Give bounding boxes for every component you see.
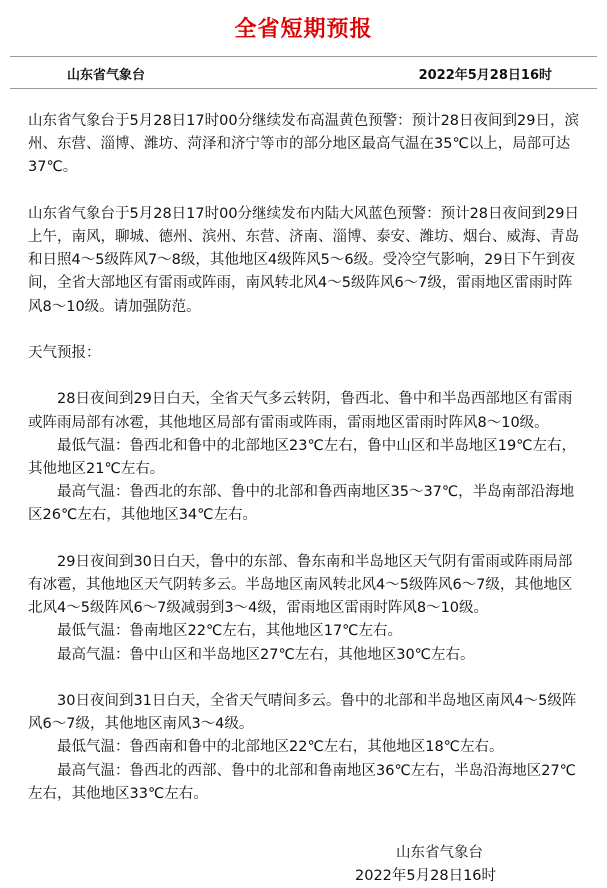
period-1-low-temp: 最低气温：鲁西北和鲁中的北部地区23℃左右，鲁中山区和半岛地区19℃左右，其他地区21℃左右。: [28, 437, 576, 477]
forecast-body: [28, 110, 584, 806]
forecast-heading: 天气预报：: [28, 345, 101, 361]
period-1-weather: 28日夜间到29日白天，全省天气多云转阴，鲁西北、鲁中和半岛西部地区有雷雨或阵雨局部有冰雹，其他地区局部有雷雨或阵雨，雷雨地区雷雨时阵风8～10级。: [28, 391, 573, 431]
issuer-label: 山东省气象台: [67, 68, 146, 83]
page-title: 全省短期预报: [234, 17, 373, 42]
period-3-low-temp: 最低气温：鲁西南和鲁中的北部地区22℃左右，其他地区18℃左右。: [57, 739, 504, 756]
period-1-high-temp: 最高气温：鲁西北的东部、鲁中的北部和鲁西南地区35～37℃，半岛南部沿海地区26℃左右，其他地区34℃左右。: [28, 484, 575, 524]
period-2-low-temp: 最低气温：鲁南地区22℃左右，其他地区17℃左右。: [57, 623, 402, 640]
signature-date: 2022年5月28日16时: [355, 868, 497, 884]
period-2-weather: 29日夜间到30日白天，鲁中的东部、鲁东南和半岛地区天气阴有雷雨或阵雨局部有冰雹，其他地区天气阴转多云。半岛地区南风转北风4～5级阵风6～7级，其他地区北风4～5级阵风6～7级减弱到3～4级，雷雨地区雷雨时阵风8～10级。: [28, 553, 573, 617]
period-3-high-temp: 最高气温：鲁西北的西部、鲁中的北部和鲁南地区36℃左右，半岛沿海地区27℃左右，其他地区33℃左右。: [28, 762, 576, 802]
issue-time: 2022年5月28日16时: [418, 68, 552, 83]
header-top-divider: [10, 56, 597, 57]
period-2-high-temp: 最高气温：鲁中山区和半岛地区27℃左右，其他地区30℃左右。: [57, 646, 475, 663]
signature-issuer: 山东省气象台: [396, 845, 483, 861]
header-bottom-divider: [10, 88, 597, 89]
wind-warning: 山东省气象台于5月28日17时00分继续发布内陆大风蓝色预警：预计28日夜间到29日上午，南风，聊城、德州、滨州、东营、济南、淄博、泰安、潍坊、烟台、威海、青岛和日照4～5级阵风7～8级，其他地区4级阵风5～6级。受冷空气影响，29日下午到夜间，全省大部地区有雷雨或阵雨，南风转北风4～5级阵风6～7级，雷雨地区雷雨时阵风8～10级。请加强防范。: [28, 205, 579, 315]
header-meta-row: [0, 58, 607, 88]
high-temperature-warning: 山东省气象台于5月28日17时00分继续发布高温黄色预警：预计28日夜间到29日，滨州、东营、淄博、潍坊、菏泽和济宁等市的部分地区最高气温在35℃以上，局部可达37℃。: [28, 113, 579, 176]
period-3-weather: 30日夜间到31日白天，全省天气晴间多云。鲁中的北部和半岛地区南风4～5级阵风6～7级，其他地区南风3～4级。: [28, 693, 577, 733]
